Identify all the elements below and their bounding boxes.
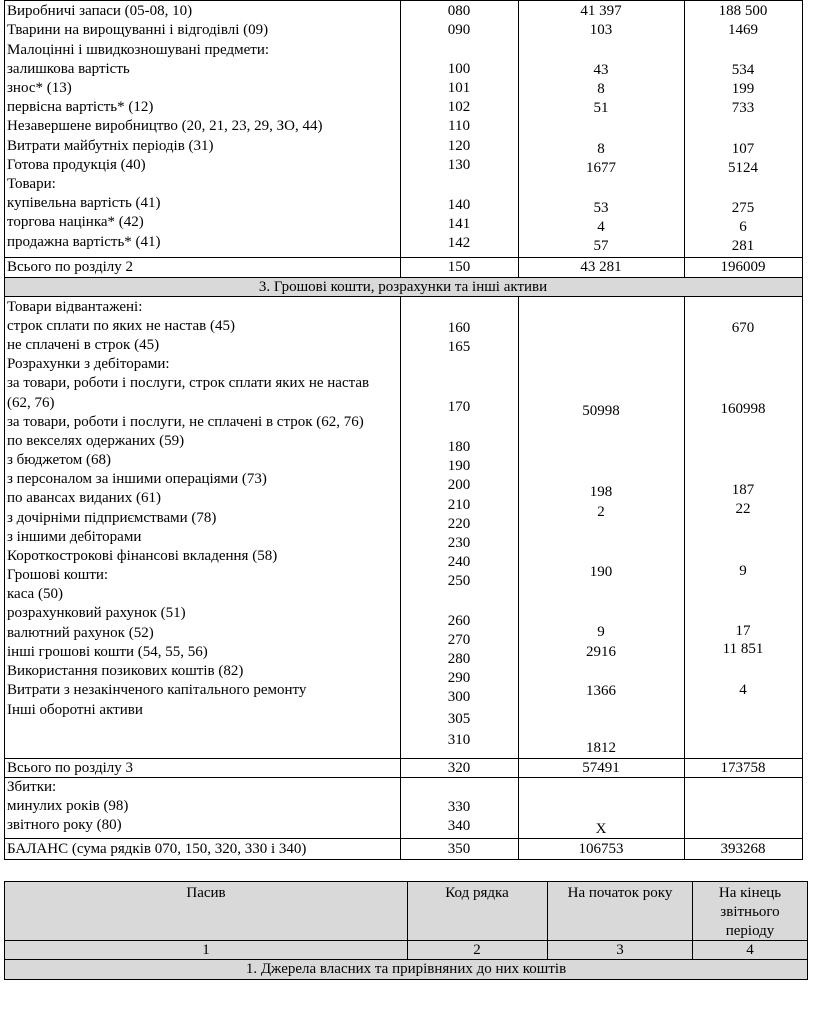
total-start: 43 281 xyxy=(580,259,622,275)
end-value: 107 xyxy=(731,141,755,157)
column-number: 4 xyxy=(746,942,754,958)
row-label: Незавершене виробництво (20, 21, 23, 29, ЗО, 44) xyxy=(7,118,323,134)
start-value: 51 xyxy=(593,100,609,116)
end-value: 4 xyxy=(739,682,747,698)
row-code: 110 xyxy=(448,118,470,134)
passive-section-title: 1. Джерела власних та прирівняних до них коштів xyxy=(245,961,567,977)
start-value: 2916 xyxy=(586,644,616,660)
row-label: не сплачені в строк (45) xyxy=(7,337,160,353)
row-code: 080 xyxy=(447,3,471,19)
row-label: за товари, роботи і послуги, строк сплати яких не настав xyxy=(7,375,370,391)
start-value: 41 397 xyxy=(580,3,622,19)
row-label: з бюджетом (68) xyxy=(7,452,112,468)
row-label: Використання позикових коштів (82) xyxy=(7,663,244,679)
start-value: 190 xyxy=(589,564,613,580)
total-end: 196009 xyxy=(720,259,766,275)
row-label: знос* (13) xyxy=(7,80,72,96)
row-label: Інші оборотні активи xyxy=(7,702,143,718)
total-end: 173758 xyxy=(720,760,766,776)
section3-title: 3. Грошові кошти, розрахунки та інші активи xyxy=(258,279,548,295)
not-applicable-mark: Х xyxy=(595,821,607,837)
row-label: Товари відвантажені: xyxy=(7,299,143,315)
row-label: Готова продукція (40) xyxy=(7,157,146,173)
row-label: Товари: xyxy=(7,176,56,192)
column-number: 1 xyxy=(202,942,210,958)
start-value: 53 xyxy=(593,200,609,216)
end-col-header: періоду xyxy=(725,923,775,939)
row-label: звітного року (80) xyxy=(7,817,122,833)
end-value: 6 xyxy=(739,219,747,235)
start-value: 43 xyxy=(593,62,609,78)
losses-heading: Збитки: xyxy=(7,779,57,795)
row-code: 250 xyxy=(447,573,471,589)
row-code: 160 xyxy=(447,320,471,336)
end-value: 281 xyxy=(731,238,755,254)
row-code: 300 xyxy=(447,689,471,705)
row-label: з дочірніми підприємствами (78) xyxy=(7,510,217,526)
balance-code: 350 xyxy=(447,841,471,857)
row-label: купівельна вартість (41) xyxy=(7,195,161,211)
row-code: 140 xyxy=(447,197,471,213)
row-code: 165 xyxy=(447,339,471,355)
column-number: 2 xyxy=(473,942,481,958)
balance-start: 106753 xyxy=(578,841,624,857)
row-code: 101 xyxy=(447,80,471,96)
row-code: 220 xyxy=(447,516,471,532)
row-label: Грошові кошти: xyxy=(7,567,109,583)
row-code: 102 xyxy=(447,99,471,115)
row-label: минулих років (98) xyxy=(7,798,129,814)
total-label: Всього по розділу 2 xyxy=(7,259,133,275)
row-label: інші грошові кошти (54, 55, 56) xyxy=(7,644,208,660)
start-value: 8 xyxy=(597,81,605,97)
row-code: 090 xyxy=(447,22,471,38)
row-code: 120 xyxy=(447,138,471,154)
row-code: 180 xyxy=(447,439,471,455)
row-code: 270 xyxy=(447,632,471,648)
end-value: 22 xyxy=(735,501,751,517)
code-col-header: Код рядка xyxy=(445,885,509,901)
end-value: 670 xyxy=(731,320,755,336)
end-col-header: звітнього xyxy=(720,904,780,920)
start-value: 2 xyxy=(597,504,605,520)
balance-label: БАЛАНС (сума рядків 070, 150, 320, 330 і 340) xyxy=(7,841,307,857)
row-code: 210 xyxy=(447,497,471,513)
end-value: 9 xyxy=(739,563,747,579)
end-value: 160998 xyxy=(720,401,766,417)
row-label: за товари, роботи і послуги, не сплачені в строк (62, 76) xyxy=(7,414,364,430)
start-value: 103 xyxy=(589,22,613,38)
row-code: 142 xyxy=(447,235,471,251)
row-label: Короткострокові фінансові вкладення (58) xyxy=(7,548,278,564)
row-label: Витрати з незакінченого капітального ремонту xyxy=(7,682,307,698)
total-label: Всього по розділу 3 xyxy=(7,760,133,776)
start-value: 9 xyxy=(597,624,605,640)
row-label: розрахунковий рахунок (51) xyxy=(7,605,186,621)
end-value: 187 xyxy=(731,482,755,498)
end-col-header: На кінець xyxy=(718,885,782,901)
row-code: 240 xyxy=(447,554,471,570)
start-value: 1677 xyxy=(586,160,616,176)
row-label: первісна вартість* (12) xyxy=(7,99,154,115)
start-value: 57 xyxy=(593,238,609,254)
row-label: торгова націнка* (42) xyxy=(7,214,144,230)
row-label: Витрати майбутніх періодів (31) xyxy=(7,138,214,154)
end-value: 1469 xyxy=(728,22,758,38)
row-code: 170 xyxy=(447,399,471,415)
row-code: 141 xyxy=(447,216,471,232)
row-code: 305 xyxy=(447,711,471,727)
balance-end: 393268 xyxy=(720,841,766,857)
row-code: 330 xyxy=(447,799,471,815)
row-code: 290 xyxy=(447,670,471,686)
column-number: 3 xyxy=(616,942,624,958)
end-value: 17 xyxy=(735,623,751,639)
row-label: Тварини на вирощуванні і відгодівлі (09) xyxy=(7,22,269,38)
start-col-header: На початок року xyxy=(567,885,673,901)
row-code: 280 xyxy=(447,651,471,667)
start-value: 50998 xyxy=(582,403,620,419)
row-code: 260 xyxy=(447,613,471,629)
row-label: строк сплати по яких не настав (45) xyxy=(7,318,235,334)
end-value: 199 xyxy=(731,81,755,97)
end-value: 188 500 xyxy=(718,3,768,19)
row-code: 200 xyxy=(447,477,471,493)
total-code: 150 xyxy=(447,259,471,275)
end-value: 534 xyxy=(731,62,755,78)
row-code: 190 xyxy=(447,458,471,474)
row-label: залишкова вартість xyxy=(7,61,130,77)
total-start: 57491 xyxy=(582,760,620,776)
row-label: з персоналом за іншими операціями (73) xyxy=(7,471,267,487)
row-label: по авансах виданих (61) xyxy=(7,490,161,506)
row-code: 100 xyxy=(447,61,471,77)
start-value: 198 xyxy=(589,484,613,500)
start-value: 1366 xyxy=(586,683,616,699)
row-label: каса (50) xyxy=(7,586,63,602)
passive-col-header: Пасив xyxy=(186,885,226,901)
row-label: продажна вартість* (41) xyxy=(7,234,161,250)
total-code: 320 xyxy=(447,760,471,776)
end-value: 5124 xyxy=(728,160,758,176)
row-label: (62, 76) xyxy=(7,395,55,411)
row-label: з іншими дебіторами xyxy=(7,529,142,545)
row-label: по векселях одержаних (59) xyxy=(7,433,185,449)
row-code: 310 xyxy=(447,732,471,748)
row-code: 130 xyxy=(447,157,471,173)
row-label: Малоцінні і швидкозношувані предмети: xyxy=(7,42,270,58)
start-value: 4 xyxy=(597,219,605,235)
row-label: Розрахунки з дебіторами: xyxy=(7,356,170,372)
row-label: валютний рахунок (52) xyxy=(7,625,154,641)
end-value: 275 xyxy=(731,200,755,216)
row-label: Виробничі запаси (05-08, 10) xyxy=(7,3,193,19)
row-code: 340 xyxy=(447,818,471,834)
start-value: 1812 xyxy=(586,740,616,756)
end-value: 733 xyxy=(731,100,755,116)
row-code: 230 xyxy=(447,535,471,551)
start-value: 8 xyxy=(597,141,605,157)
end-value: 11 851 xyxy=(722,641,764,657)
